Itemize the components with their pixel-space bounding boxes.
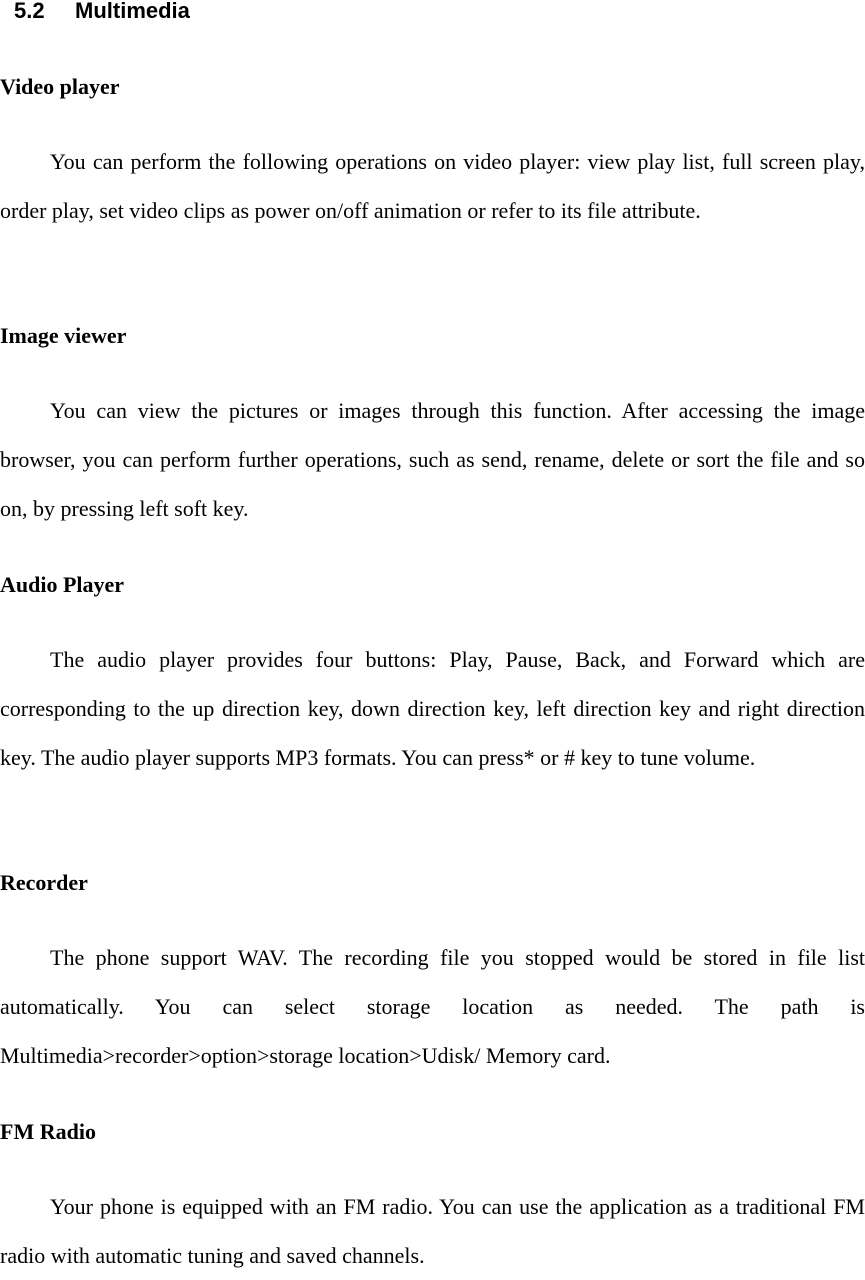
fm-radio-heading: FM Radio: [0, 1119, 96, 1144]
recorder-paragraph: The phone support WAV. The recording file you stopped would be stored in file list automatically. You can select storage location as needed. The path is Multimedia>recorder>option>storage location>Udisk/ Memory card.: [0, 945, 865, 1068]
recorder-heading: Recorder: [0, 870, 88, 895]
fm-radio-paragraph: Your phone is equipped with an FM radio. You can use the application as a traditional FM radio with automatic tuning and saved channels.: [0, 1194, 865, 1268]
image-viewer-heading: Image viewer: [0, 323, 127, 348]
audio-player-heading: Audio Player: [0, 572, 125, 597]
section-number: 5.2: [14, 0, 45, 23]
video-player-paragraph: You can perform the following operations on video player: view play list, full screen play, order play, set video clips as power on/off animation or refer to its file attribute.: [0, 149, 865, 223]
section-title: Multimedia: [75, 0, 190, 23]
video-player-heading: Video player: [0, 74, 120, 99]
audio-player-paragraph: The audio player provides four buttons: Play, Pause, Back, and Forward which are corresponding to the up direction key, down direction key, left direction key and right direction key. The audio player supports MP3 formats. You can press* or # key to tune volume.: [0, 647, 865, 770]
section-heading: [14, 0, 190, 26]
image-viewer-paragraph: You can view the pictures or images through this function. After accessing the image browser, you can perform further operations, such as send, rename, delete or sort the file and so on, by pressing left soft key.: [0, 398, 865, 521]
